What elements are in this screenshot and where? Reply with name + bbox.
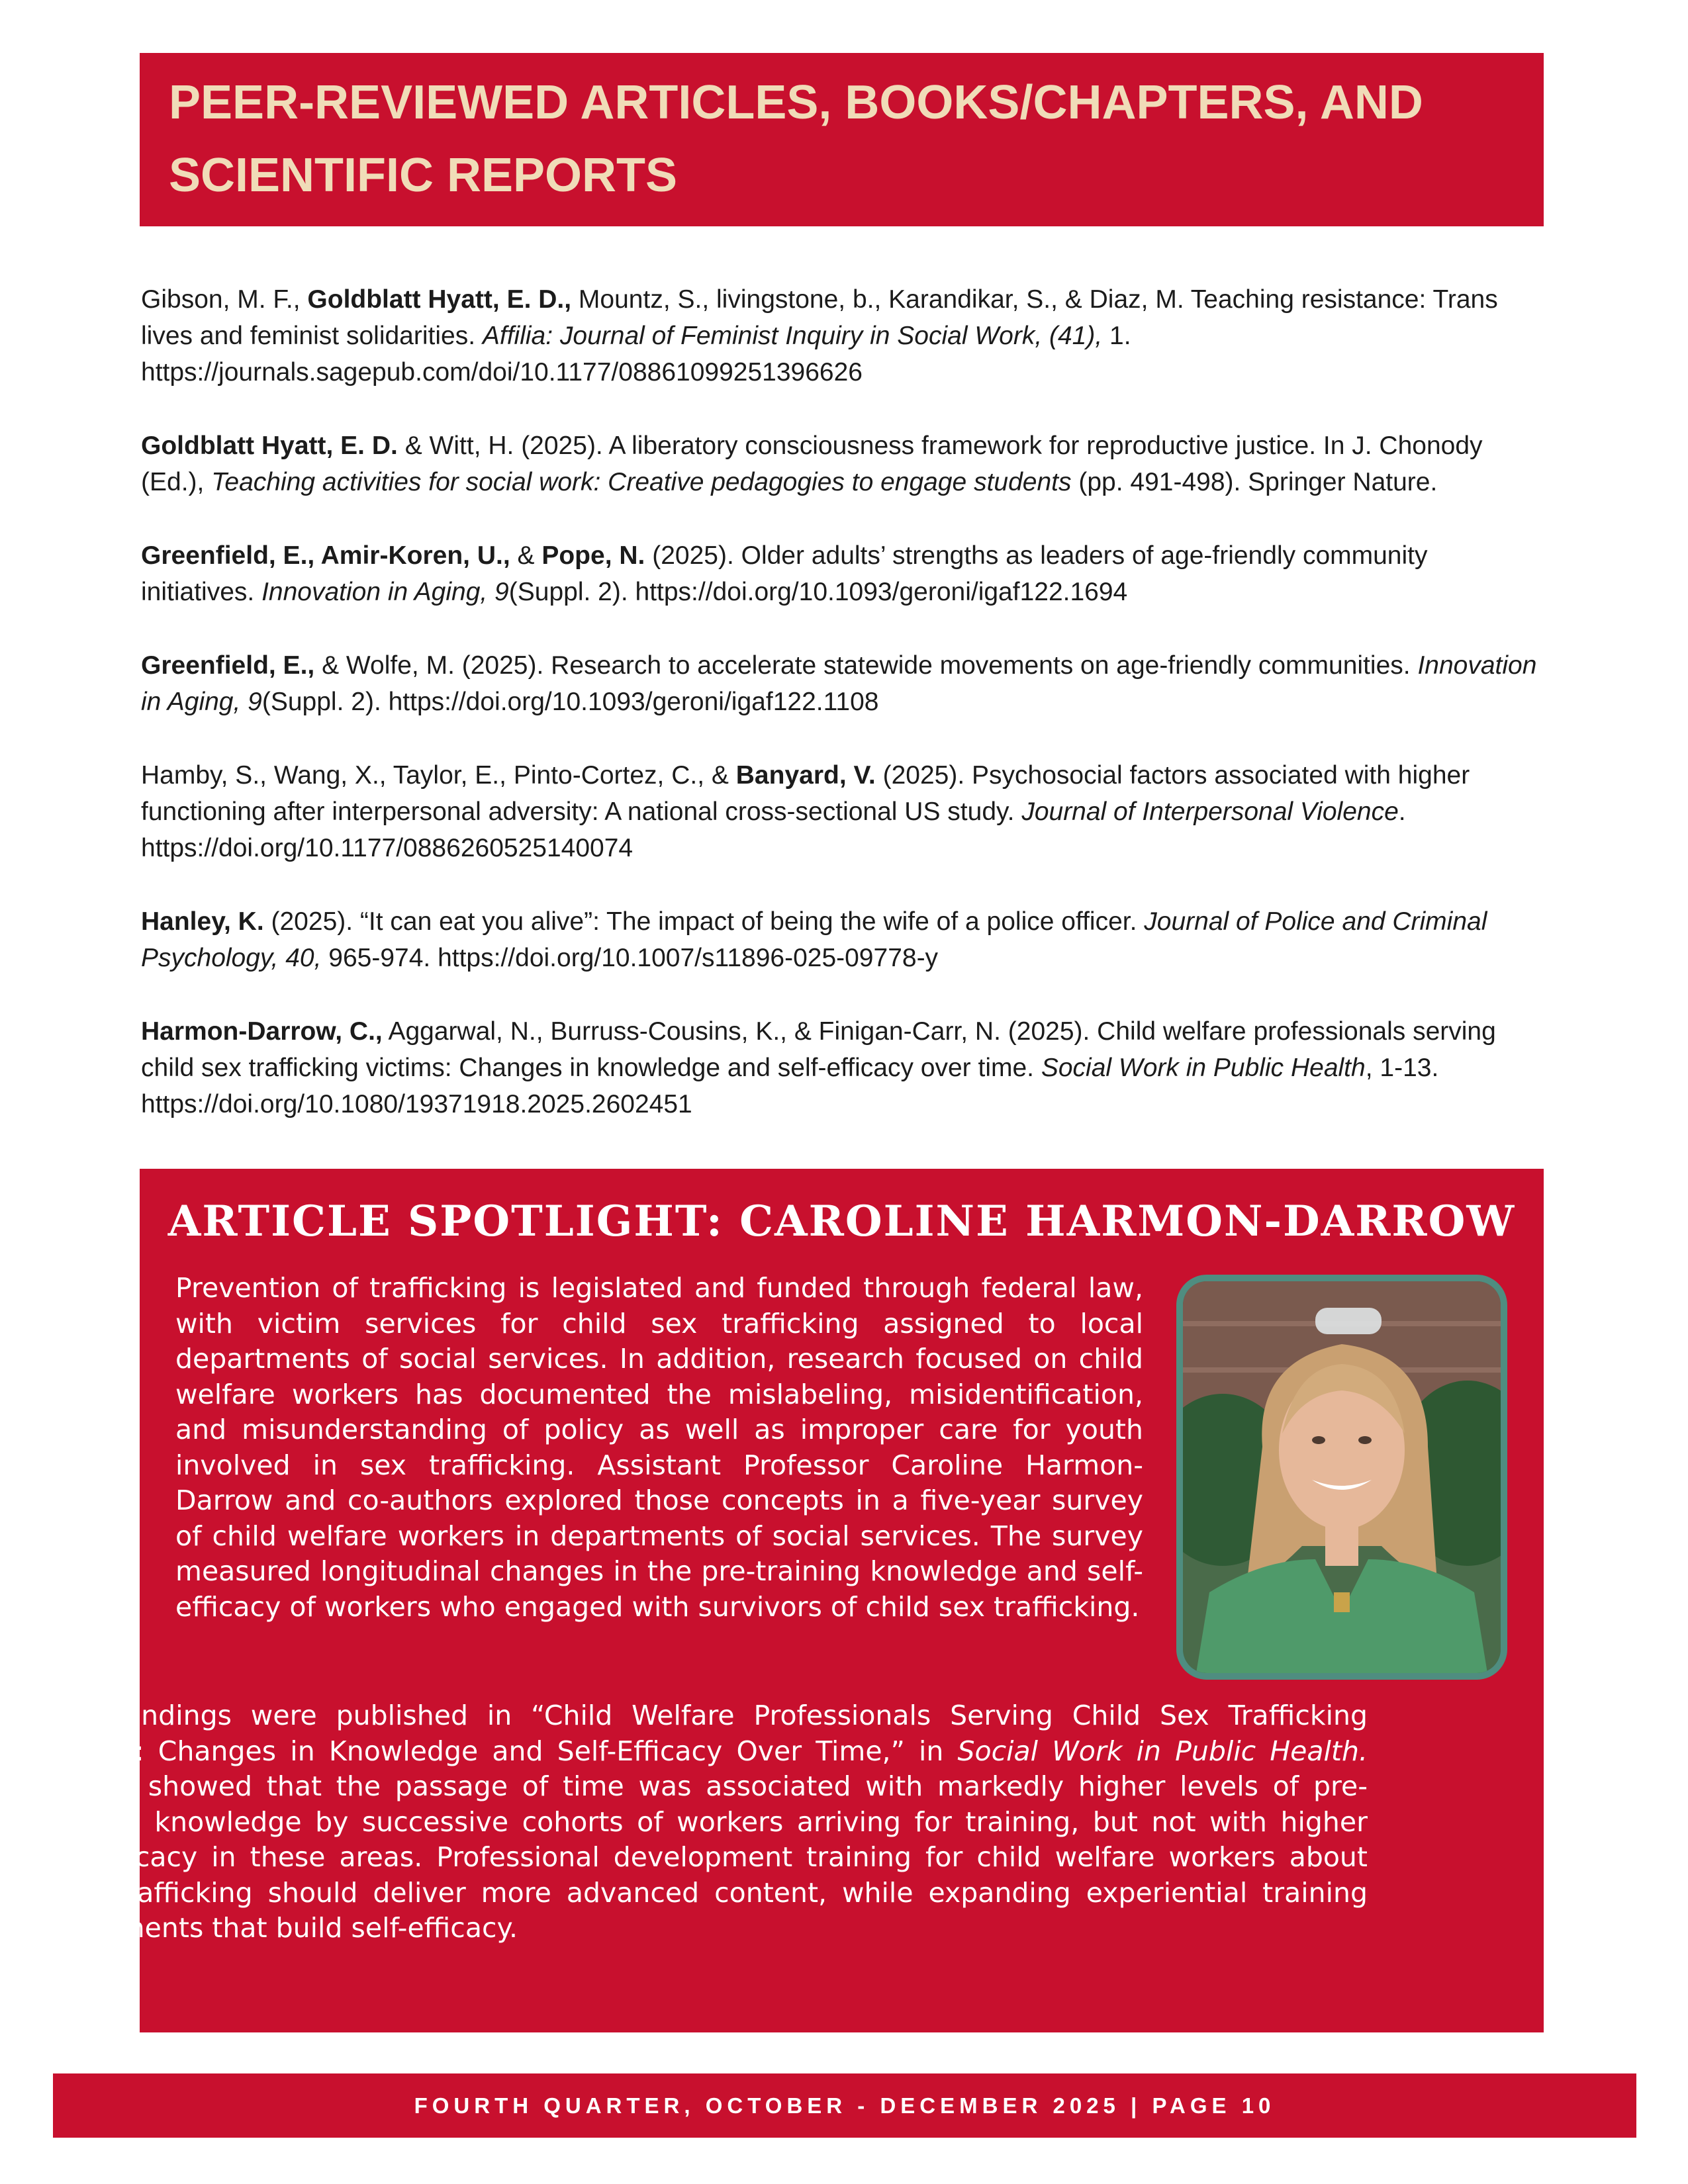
ref-journal: Teaching activities for social work: Creative pedagogies to engage students (211, 468, 1072, 496)
spotlight-text: Results showed that the passage of time was associated with markedly higher levels of pre-training knowledge by successive cohorts of workers arriving for training, but not with higher self-efficacy in these areas. Professional development training for child welfare workers about child trafficking should deliver more advanced content, while expanding experiential training components that build self-efficacy. (36, 1770, 1368, 1944)
reference-item (141, 537, 1541, 610)
ref-link: 965-974. https://doi.org/10.1007/s11896-025-09778-y (321, 944, 939, 972)
ref-author-bold: Greenfield, E., (141, 651, 315, 680)
portrait-photo (1176, 1275, 1507, 1680)
ref-text: Aggarwal, N., Burruss-Cousins, K., & Finigan-Carr, N. (2025). Child welfare professionals serving child sex trafficking victims: Changes in knowledge and self-efficacy over time. (141, 1017, 1496, 1082)
section-title-line1: PEER-REVIEWED ARTICLES, BOOKS/CHAPTERS, AND (169, 76, 1423, 129)
ref-text: & Wolfe, M. (2025). Research to accelerate statewide movements on age-friendly communities. (314, 651, 1418, 680)
reference-item (141, 757, 1541, 866)
spotlight-text: Their findings were published in “Child Welfare Professionals Serving Child Sex Trafficking Victims: Changes in Knowledge and Self-Efficacy Over Time,” in (36, 1700, 1368, 1767)
ref-link: . https://doi.org/10.1177/0886260525140074 (141, 797, 1406, 862)
ref-author-bold: Hanley, K. (141, 907, 264, 936)
ref-text: (2025). “It can eat you alive”: The impact of being the wife of a police officer. (263, 907, 1145, 936)
reference-item (141, 428, 1541, 500)
footer-text: FOURTH QUARTER, OCTOBER - DECEMBER 2025 | PAGE 10 (414, 2093, 1276, 2118)
ref-link: (Suppl. 2). https://doi.org/10.1093/geroni/igaf122.1694 (508, 578, 1128, 606)
reference-item (141, 281, 1541, 390)
spotlight-paragraph-2 (36, 1698, 1368, 1946)
spotlight-title: ARTICLE SPOTLIGHT: CAROLINE HARMON-DARROW (167, 1197, 1516, 1246)
ref-text: & (510, 541, 542, 570)
ref-journal: Innovation in Aging, 9 (141, 651, 1537, 716)
reference-item (141, 903, 1541, 976)
ref-text: Hamby, S., Wang, X., Taylor, E., Pinto-Cortez, C., & (141, 761, 736, 790)
ref-journal: Journal of Interpersonal Violence (1021, 797, 1399, 826)
ref-author-bold: Harmon-Darrow, C., (141, 1017, 383, 1046)
ref-text: Gibson, M. F., (141, 285, 308, 314)
spotlight-paragraph-1: Prevention of trafficking is legislated and funded through federal law, with victim services for child sex trafficking assigned to local departments of social services. In addition, research focused on child welfare workers has documented the mislabeling, misidentification, and misunderstanding of policy as well as improper care for youth involved in sex trafficking. Assistant Professor Caroline Harmon-Darrow and co-authors explored those concepts in a five-year survey of child welfare workers in departments of social services. The survey measured longitudinal changes in the pre-training knowledge and self-efficacy of workers who engaged with survivors of child sex trafficking. (175, 1272, 1143, 1623)
reference-list (141, 281, 1541, 1160)
ref-journal: Affilia: Journal of Feminist Inquiry in Social Work, (41), (482, 322, 1103, 350)
portrait-illustration (1183, 1281, 1501, 1673)
ref-journal: Innovation in Aging, 9 (261, 578, 509, 606)
ref-author-bold: Pope, N. (541, 541, 645, 570)
ref-link: 1. https://journals.sagepub.com/doi/10.1177/08861099251396626 (141, 322, 1131, 387)
ref-author-bold: Banyard, V. (735, 761, 876, 790)
spotlight-journal: Social Work in Public Health. (957, 1735, 1368, 1767)
ref-link: , 1-13. https://doi.org/10.1080/19371918.2025.2602451 (141, 1054, 1439, 1118)
ref-text: (2025). Psychosocial factors associated with higher functioning after interpersonal adversity: A national cross-sectional US study. (141, 761, 1470, 826)
ref-text: Mountz, S., livingstone, b., Karandikar, S., & Diaz, M. Teaching resistance: Trans lives and feminist solidarities. (141, 285, 1498, 350)
ref-text: (2025). Older adults’ strengths as leaders of age-friendly community initiatives. (141, 541, 1428, 606)
ref-text: & Witt, H. (2025). A liberatory consciousness framework for reproductive justice. In J. Chonody (Ed.), (141, 432, 1483, 496)
reference-item (141, 1013, 1541, 1122)
ref-journal: Journal of Police and Criminal Psychology, 40, (141, 907, 1487, 972)
section-title-line2: SCIENTIFIC REPORTS (169, 149, 678, 202)
section-header (140, 53, 1544, 226)
ref-text: (pp. 491-498). Springer Nature. (1071, 468, 1438, 496)
page-footer (53, 2073, 1636, 2138)
reference-item (141, 647, 1541, 720)
ref-link: (Suppl. 2). https://doi.org/10.1093/geroni/igaf122.1108 (261, 688, 879, 716)
ref-journal: Social Work in Public Health (1041, 1054, 1366, 1082)
ref-author-bold: Goldblatt Hyatt, E. D. (141, 432, 398, 460)
ref-author-bold: Goldblatt Hyatt, E. D., (307, 285, 572, 314)
ref-author-bold: Greenfield, E., Amir-Koren, U., (141, 541, 510, 570)
